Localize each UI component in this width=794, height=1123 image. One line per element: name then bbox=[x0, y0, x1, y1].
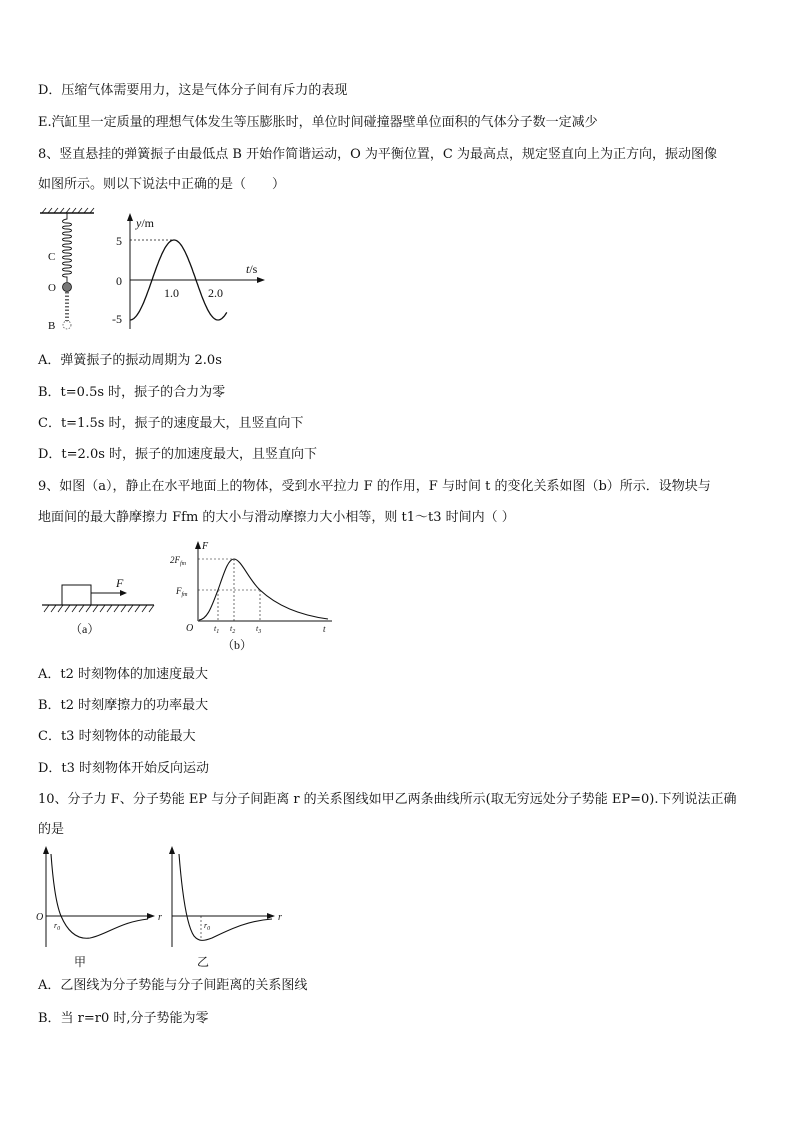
left-r0: $r_0$ bbox=[54, 921, 61, 932]
y-tick-2ffm: $2F_{fm}$ bbox=[170, 555, 186, 567]
q9-stem-line1: 9、如图（a），静止在水平地面上的物体，受到水平拉力 F 的作用，F 与时间 t 的变化关系如图（b）所示．设物块与 bbox=[38, 479, 711, 494]
guide-lines bbox=[198, 559, 260, 621]
q10-option-b: B．当 r=r0 时,分子势能为零 bbox=[38, 1011, 209, 1026]
caption-a: （a） bbox=[70, 622, 100, 636]
y-tick-5: 5 bbox=[116, 234, 122, 248]
q10-stem-line1: 10、分子力 F、分子势能 EP 与分子间距离 r 的关系图线如甲乙两条曲线所示(取无穷远处分子势能 EP=0).下列说法正确 bbox=[38, 792, 737, 807]
force-arrowhead bbox=[120, 590, 127, 596]
q10-option-a: A．乙图线为分子势能与分子间距离的关系图线 bbox=[38, 978, 308, 993]
q9-option-c: C．t3 时刻物体的动能最大 bbox=[38, 729, 196, 744]
caption-b: （b） bbox=[222, 638, 253, 652]
q8-stem-line2: 如图所示。则以下说法中正确的是（ ） bbox=[38, 177, 286, 192]
left-origin: O bbox=[36, 912, 44, 923]
label-b: B bbox=[48, 320, 56, 332]
t-tick-1: $t_1$ bbox=[214, 624, 220, 635]
block bbox=[62, 585, 91, 605]
f-axis-arrow bbox=[195, 541, 201, 549]
y-axis-arrow bbox=[127, 213, 133, 221]
option-e-previous: E.汽缸里一定质量的理想气体发生等压膨胀时，单位时间碰撞器壁单位面积的气体分子数一定减少 bbox=[38, 115, 598, 130]
y-axis-label: y/m bbox=[136, 216, 154, 230]
right-curve bbox=[179, 854, 272, 940]
t-tick-2: $t_2$ bbox=[230, 624, 236, 635]
y-tick-minus5: -5 bbox=[112, 312, 122, 326]
left-caption: 甲 bbox=[74, 955, 87, 969]
right-caption: 乙 bbox=[197, 955, 210, 969]
q9-option-b: B．t2 时刻摩擦力的功率最大 bbox=[38, 698, 209, 713]
q9-figure bbox=[36, 535, 341, 655]
t-tick-2: 2.0 bbox=[208, 286, 223, 300]
q10-figure bbox=[34, 842, 284, 970]
right-r: r bbox=[278, 912, 282, 923]
q8-stem-line1 bbox=[38, 146, 717, 164]
left-r: r bbox=[158, 912, 162, 923]
y-tick-0: 0 bbox=[116, 274, 122, 288]
q9-option-d: D．t3 时刻物体开始反向运动 bbox=[38, 761, 210, 776]
right-r0: $r_0$ bbox=[204, 921, 211, 932]
left-curve bbox=[51, 854, 148, 938]
force-time-curve bbox=[199, 559, 328, 620]
q8-figure bbox=[36, 205, 276, 335]
origin-label: O bbox=[186, 623, 194, 634]
t-axis-label: t/s bbox=[246, 262, 258, 276]
t-axis-label: t bbox=[323, 624, 326, 634]
spring-coil bbox=[63, 213, 72, 282]
y-tick-ffm: $F_{fm}$ bbox=[176, 586, 188, 598]
label-o: O bbox=[48, 282, 56, 294]
q8-option-a: A．弹簧振子的振动周期为 2.0s bbox=[38, 353, 222, 368]
ground-hatch bbox=[44, 605, 154, 612]
t-tick-3: $t_3$ bbox=[256, 624, 262, 635]
q8-stem-text: 8、竖直悬挂的弹簧振子由最低点 B 开始作简谐运动，O 为平衡位置，C 为最高点，规定竖直向上为正方向，振动图像 bbox=[38, 147, 717, 162]
oscillator-ball bbox=[63, 283, 72, 292]
label-c: C bbox=[48, 251, 56, 263]
q8-option-d: D．t=2.0s 时，振子的加速度最大，且竖直向下 bbox=[38, 447, 318, 462]
force-label: F bbox=[116, 576, 124, 590]
f-axis-label: F bbox=[202, 541, 209, 552]
q10-stem-line2: 的是 bbox=[38, 822, 65, 837]
q9-option-a: A．t2 时刻物体的加速度最大 bbox=[38, 667, 209, 682]
q8-option-c: C．t=1.5s 时，振子的速度最大，且竖直向下 bbox=[38, 416, 304, 431]
t-tick-1: 1.0 bbox=[164, 286, 179, 300]
q8-option-b: B．t=0.5s 时，振子的合力为零 bbox=[38, 385, 226, 400]
t-axis-arrow bbox=[257, 277, 265, 283]
option-d-previous: D．压缩气体需要用力，这是气体分子间有斥力的表现 bbox=[38, 83, 348, 98]
lowest-position-ball bbox=[63, 321, 71, 329]
q9-stem-line2: 地面间的最大静摩擦力 Ffm 的大小与滑动摩擦力大小相等，则 t1～t3 时间内（ ） bbox=[38, 510, 515, 525]
